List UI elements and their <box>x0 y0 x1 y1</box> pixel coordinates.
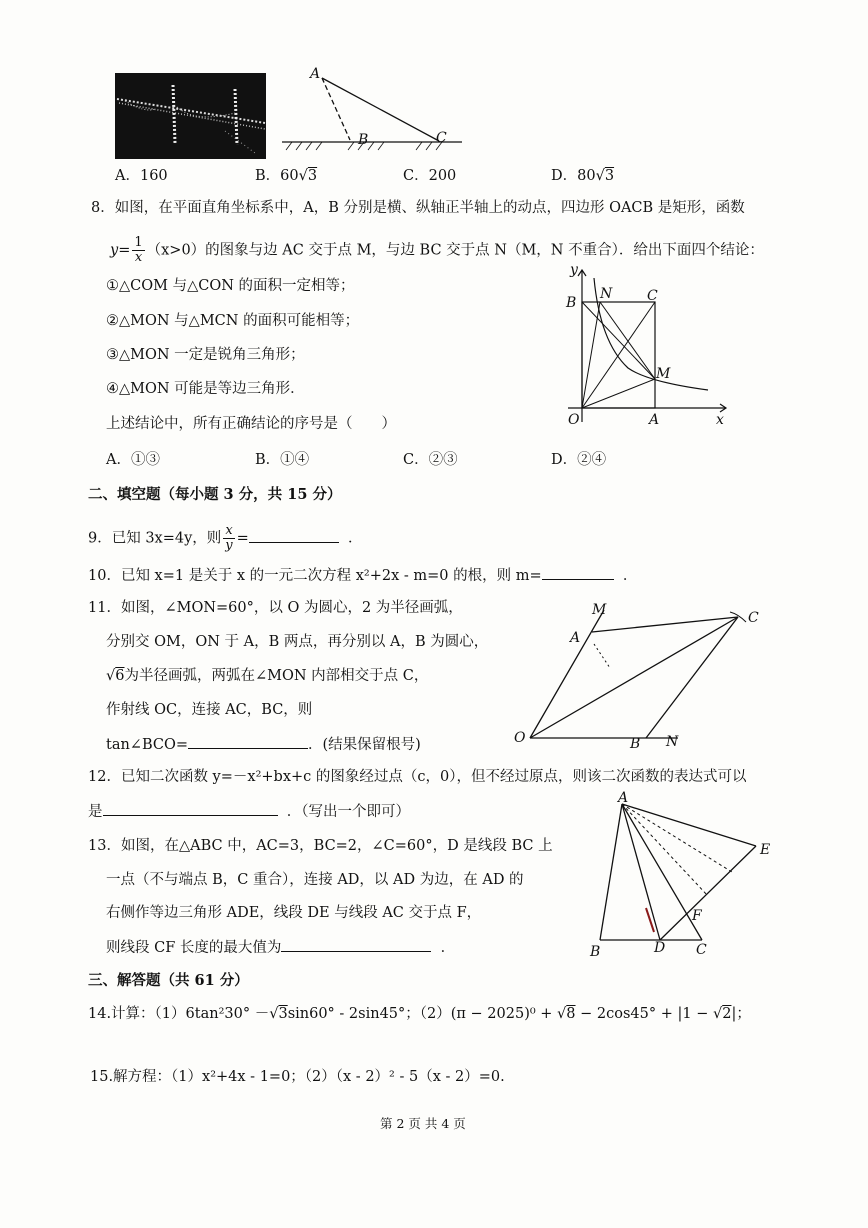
q7-label-a: A <box>310 66 321 82</box>
q13-label-d: D <box>654 940 666 956</box>
q7-label-c: C <box>436 130 447 146</box>
q7-option-c: C．200 <box>403 168 457 184</box>
q12-line2: 是 ．（写出一个即可） <box>88 801 410 822</box>
q8-question: 上述结论中，所有正确结论的序号是（ ） <box>106 416 396 432</box>
section3-heading: 三、解答题（共 61 分） <box>88 972 249 989</box>
q14: 14.计算：（1）6tan²30° －√3sin60° - 2sin45°；（2）(π − 2025)⁰ + √8 − 2cos45° + |1 − √2|； <box>88 1006 751 1022</box>
q13-line4: 则线段 CF 长度的最大值为 ． <box>106 937 455 958</box>
q7-option-b: B．60√3 <box>255 168 318 184</box>
q8-conclusion-4: ④△MON 可能是等边三角形． <box>106 381 305 397</box>
section2-heading: 二、填空题（每小题 3 分，共 15 分） <box>88 486 342 503</box>
q8-label-c: C <box>647 288 658 304</box>
q8-label-o: O <box>568 412 580 428</box>
q13-label-e: E <box>760 842 771 858</box>
q13-label-a: A <box>618 790 629 806</box>
q7-option-a: A．160 <box>115 168 168 184</box>
q8-conclusion-1: ①△COM 与△CON 的面积一定相等； <box>106 278 355 294</box>
q8-label-x: x <box>716 412 724 428</box>
q13-line2: 一点（不与端点 B，C 重合），连接 AD，以 AD 为边，在 AD 的 <box>106 872 524 888</box>
q12-answer-blank[interactable] <box>103 801 278 816</box>
q7-figure <box>282 66 472 161</box>
page-footer: 第 2 页 共 4 页 <box>380 1116 466 1131</box>
q11-line4: 作射线 OC，连接 AC，BC，则 <box>106 702 313 718</box>
q7-label-b: B <box>358 132 369 148</box>
q8-option-d: D．②④ <box>551 452 607 468</box>
q11-line2: 分别交 OM，ON 于 A，B 两点，再分别以 A，B 为圆心， <box>106 634 489 650</box>
q8-figure <box>548 262 733 432</box>
q15: 15.解方程：（1）x²+4x - 1=0；（2）（x - 2）² - 5（x - 2）=0. <box>90 1069 505 1085</box>
q10: 10．已知 x=1 是关于 x 的一元二次方程 x²+2x - m=0 的根，则 m= ． <box>88 565 637 586</box>
q13-label-b: B <box>590 944 601 960</box>
q8-label-y: y <box>570 262 578 278</box>
q8-line2: y= $\frac{1}{x}$ （x>0）的图象与边 AC 交于点 M，与边 BC 交于点 N（M，N 不重合）．给出下面四个结论： <box>110 235 764 265</box>
q8-line1: 8．如图，在平面直角坐标系中，A，B 分别是横、纵轴正半轴上的动点，四边形 OACB 是矩形，函数 <box>91 200 745 216</box>
q8-label-n: N <box>600 286 613 302</box>
q11-line1: 11．如图，∠MON=60°，以 O 为圆心，2 为半径画弧， <box>88 600 463 616</box>
q8-option-c: C．②③ <box>403 452 458 468</box>
q7-option-d: D．80√3 <box>551 168 615 184</box>
q9-answer-blank[interactable] <box>249 528 339 543</box>
q11-label-n: N <box>666 734 679 750</box>
q13-label-c: C <box>696 942 707 958</box>
q11-label-o: O <box>514 730 526 746</box>
q8-option-b: B．①④ <box>255 452 310 468</box>
q13-line3: 右侧作等边三角形 ADE，线段 DE 与线段 AC 交于点 F， <box>106 905 482 921</box>
q11-label-m: M <box>592 602 607 618</box>
q8-label-m: M <box>656 366 671 382</box>
q8-option-a: A．①③ <box>106 452 160 468</box>
q13-answer-blank[interactable] <box>281 937 431 952</box>
q8-conclusion-2: ②△MON 与△MCN 的面积可能相等； <box>106 313 360 329</box>
q11-label-c: C <box>748 610 759 626</box>
q11-answer-blank[interactable] <box>188 734 308 749</box>
q12-line1: 12．已知二次函数 y=－x²+bx+c 的图象经过点（c，0），但不经过原点，则该二次函数的表达式可以 <box>88 769 747 785</box>
q11-line5: tan∠BCO= ．(结果保留根号) <box>106 734 421 755</box>
q10-answer-blank[interactable] <box>542 565 614 580</box>
q11-figure <box>510 600 770 752</box>
q8-label-b: B <box>566 295 577 311</box>
bridge-photo <box>115 73 266 159</box>
q13-label-f: F <box>692 908 702 924</box>
q11-label-b: B <box>630 736 641 752</box>
q11-line3: √6为半径画弧，两弧在∠MON 内部相交于点 C， <box>106 668 429 684</box>
q8-conclusion-3: ③△MON 一定是锐角三角形； <box>106 347 305 363</box>
bridge-photo-drawing <box>115 73 266 159</box>
q13-figure <box>584 792 784 962</box>
q13-line1: 13．如图，在△ABC 中，AC=3，BC=2，∠C=60°，D 是线段 BC 上 <box>88 838 553 854</box>
q9: 9．已知 3x=4y，则 $\frac{x}{y}$ = ． <box>88 523 363 553</box>
q11-label-a: A <box>570 630 581 646</box>
q8-label-a: A <box>649 412 660 428</box>
